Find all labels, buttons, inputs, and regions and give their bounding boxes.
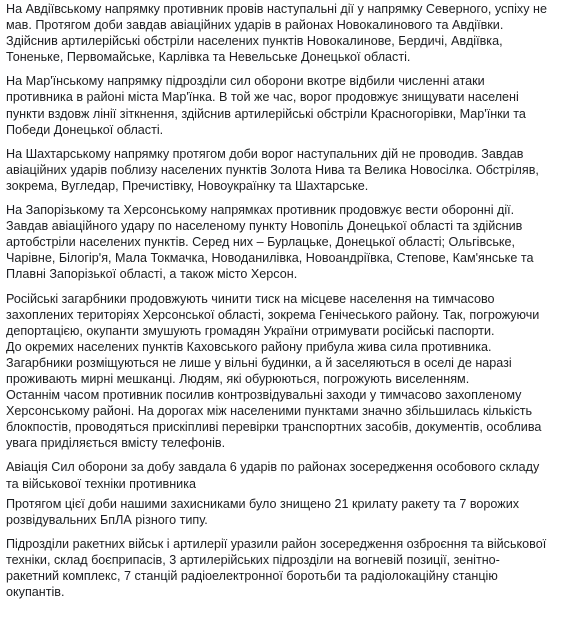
paragraph-zaporizhzhia-kherson (6, 202, 553, 282)
paragraph-line: зокрема, Вугледар, Пречистівку, Новоукраїнку та Шахтарське. (6, 178, 369, 193)
paragraph-line: Плавні Запорізької області, а також місто Херсон. (6, 267, 298, 282)
paragraph-line: авіаційних ударів поблизу населених пунктів Золота Нива та Велика Новосілка. Обстріляв, (6, 162, 539, 177)
paragraph-line: блокпостів, проводяться прискіпливі перевірки транспортних засобів, документів, особлива (6, 420, 542, 435)
paragraph-line: Чарівне, Білогір'я, Мала Токмачка, Новоданилівка, Новоандріївка, Степове, Кам'янське та (6, 251, 534, 266)
paragraph-line: Херсонському районі. На дорогах між населеними пунктами значно збільшилась кількість (6, 404, 533, 419)
paragraph-shakhtarske (6, 146, 553, 194)
paragraph-line: Авіація Сил оборони за добу завдала 6 ударів по районах зосередження особового складу (6, 460, 540, 475)
paragraph-line: депортацією, окупанти змушують громадян України отримувати російські паспорти. (6, 323, 495, 338)
paragraph-line: На Запорізькому та Херсонському напрямках противник продовжує вести оборонні дії. (6, 203, 515, 218)
paragraph-line: увага приділяється вмісту телефонів. (6, 436, 226, 451)
paragraph-line: Загарбники розміщуються не лише у вільні будинки, а й заселяються в оселі де наразі (6, 355, 512, 370)
paragraph-line: На Шахтарському напрямку протягом доби ворог наступальних дій не проводив. Завдав (6, 146, 524, 161)
paragraph-aviation-strikes (6, 459, 553, 491)
paragraph-artillery (6, 536, 553, 600)
paragraph-missiles-drones (6, 496, 553, 528)
paragraph-line: Російські загарбники продовжують чинити тиск на місцеве населення на тимчасово (6, 291, 495, 306)
paragraph-line: Підрозділи ракетних військ і артилерії уразили район зосередження озброєння та військової (6, 536, 547, 551)
paragraph-occupied-territories (6, 291, 553, 452)
paragraph-line: окупантів. (6, 585, 65, 600)
paragraph-line: техніки, склад боєприпасів, 3 артилерійських підрозділи на вогневій позиції, зенітно- (6, 552, 500, 567)
paragraph-line: ракетний комплекс, 7 станцій радіоелектронної боротьби та радіолокаційну станцію (6, 569, 498, 583)
paragraph-line: проживають мирні мешканці. Людям, які обурюються, погрожують виселенням. (6, 371, 470, 386)
paragraph-line: На Авдіївському напрямку противник провів наступальні дії у напрямку Северного, успіху не (6, 2, 547, 16)
paragraph-line: артобстріли населених пунктів. Серед них – Бурлацьке, Донецької області; Ольгівське, (6, 235, 516, 250)
paragraph-line: Останнім часом противник посилив контрозвідувальні заходи у тимчасово захопленому (6, 388, 522, 403)
paragraph-avdiivka (6, 1, 553, 65)
paragraph-line: Тоненьке, Первомайське, Карлівка та Невельське Донецької області. (6, 50, 411, 65)
paragraph-line: Завдав авіаційного удару по населеному пункту Новопіль Донецької області та здійснив (6, 219, 523, 234)
paragraph-line: пункти вздовж лінії зіткнення, здійснив артилерійські обстріли Красногорівки, Мар'їнки та (6, 106, 526, 121)
paragraph-line: противника в районі міста Мар'їнка. В той же час, ворог продовжує знищувати населені (6, 90, 519, 105)
paragraph-line: захоплених територіях Херсонської області, зокрема Генічеського району. Так, погрожуючи (6, 307, 540, 322)
paragraph-line: До окремих населених пунктів Каховського району прибула жива сила противника. (6, 339, 492, 354)
paragraph-line: мав. Протягом доби завдав авіаційних ударів в районах Новокалинового та Авдіївки. (6, 18, 504, 33)
paragraph-line: На Мар'їнському напрямку підрозділи сил оборони вкотре відбили численні атаки (6, 74, 485, 89)
paragraph-line: Протягом цієї доби нашими захисниками було знищено 21 крилату ракету та 7 ворожих (6, 496, 520, 511)
paragraph-line: розвідувальних БпЛА різного типу. (6, 512, 208, 527)
paragraph-line: Здійснив артилерійські обстріли населених пунктів Новокалинове, Бердичі, Авдіївка, (6, 34, 503, 49)
paragraph-line: та військової техніки противника (6, 476, 196, 491)
paragraph-line: Победи Донецької області. (6, 122, 164, 137)
paragraph-marinka (6, 73, 553, 137)
